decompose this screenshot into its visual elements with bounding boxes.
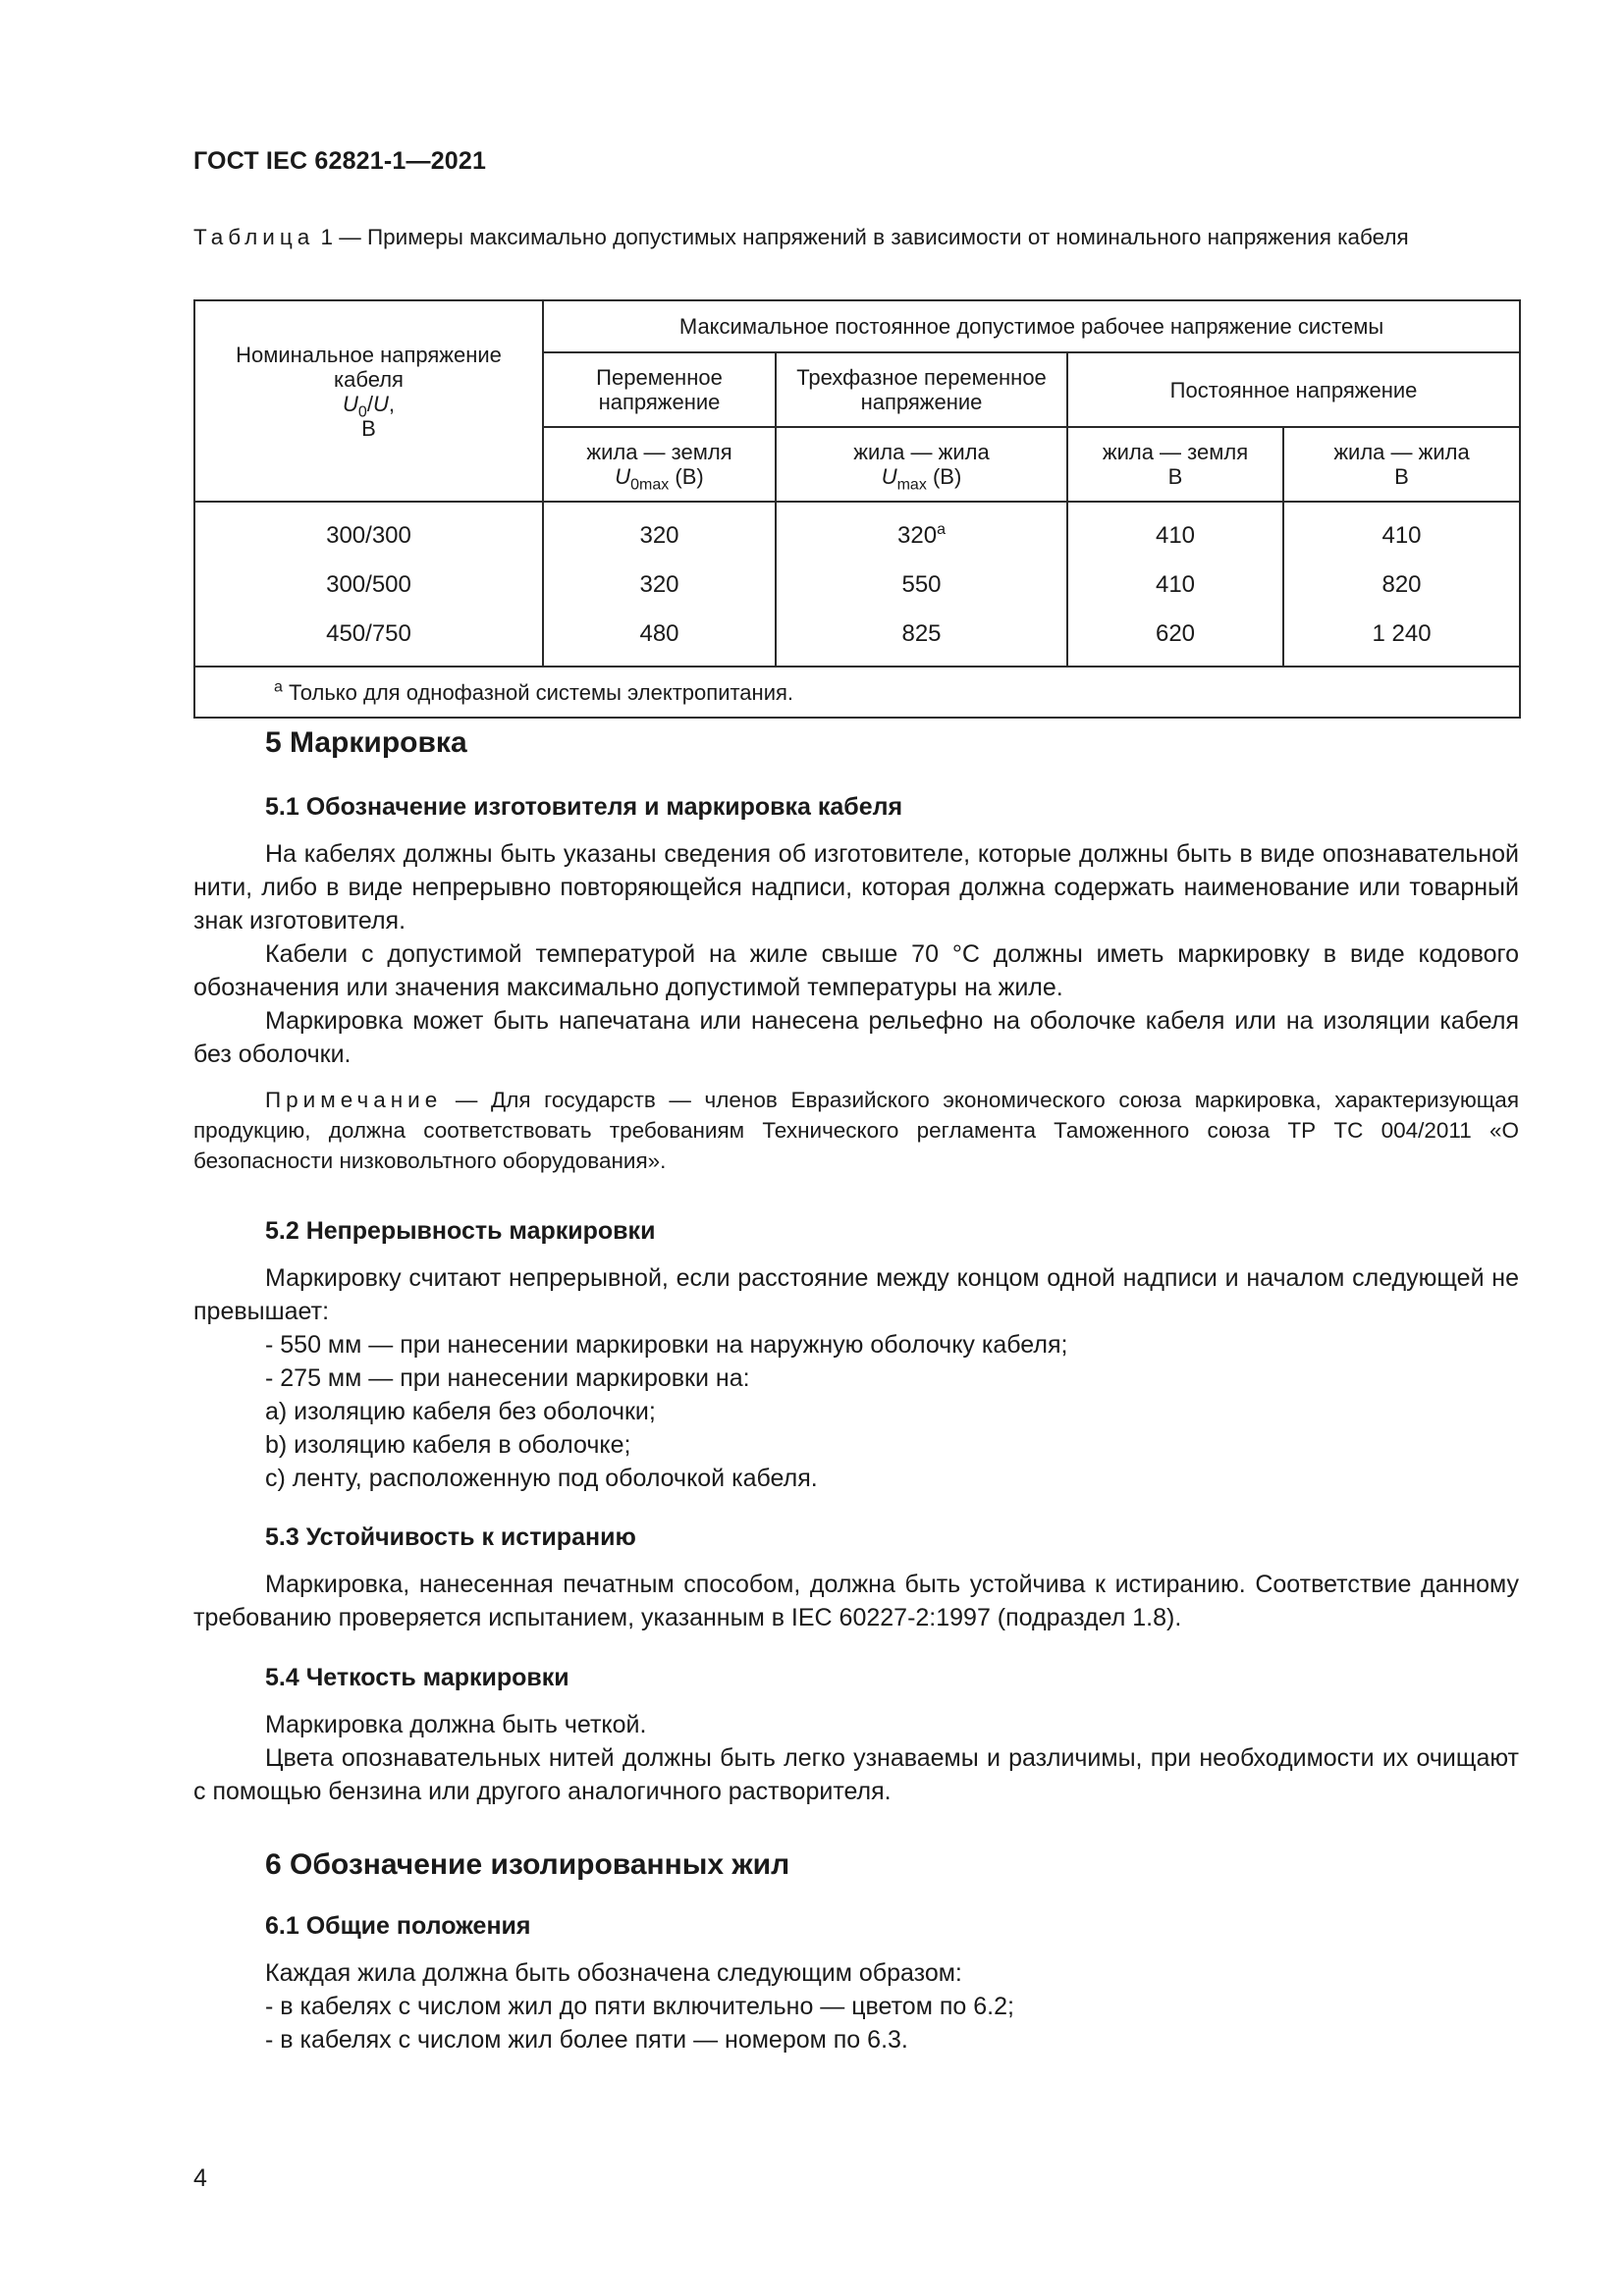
section-6-title: 6 Обозначение изолированных жил [265, 1848, 790, 1881]
col-header-dc: Постоянное напряжение [1067, 352, 1520, 427]
subsection-5-3-title: 5.3 Устойчивость к истиранию [265, 1523, 636, 1551]
cell-dc-core: 820 [1283, 560, 1520, 609]
table-row [194, 560, 1520, 609]
row-header-unit: В [361, 416, 376, 441]
subheader-three-phase: жила — жила $U_{max}$ (В) [776, 427, 1067, 502]
cell-dc-core: 1 240 [1283, 609, 1520, 667]
note: Примечание — Для государств — членов Евразийского экономического союза маркировка, характеризующая продукцию, должна соответствовать требованиям Технического регламента Таможенного союза ТР ТС 004/2011 «О безопасности низковольтного оборудования». [193, 1088, 1519, 1173]
table-footnote: $^a$ Только для однофазной системы электропитания. [194, 667, 1520, 718]
cell-three-phase: 825 [776, 609, 1067, 667]
row-header-line2: кабеля [334, 367, 404, 392]
row-header-line1: Номинальное напряжение [236, 343, 502, 367]
cell-ac: 320 [543, 502, 776, 560]
list-item: - 550 мм — при нанесении маркировки на наружную оболочку кабеля; [265, 1331, 1068, 1359]
subheader-dc-core: жила — жила В [1283, 427, 1520, 502]
list-item: - в кабелях с числом жил до пяти включительно — цветом по 6.2; [265, 1993, 1014, 2020]
list-item: - в кабелях с числом жил более пяти — номером по 6.3. [265, 2026, 908, 2054]
subsection-5-1-text: На кабелях должны быть указаны сведения об изготовителе, которые должны быть в виде опознавательной нити, либо в виде непрерывно повторяющейся надписи, которая должна содержать наименование или товарный знак изготовителя. Кабели с допустимой температурой на жиле свыше 70 °С должны иметь маркировку в виде кодового обозначения или значения максимально допустимой температуры на жиле. Маркировка может быть напечатана или нанесена рельефно на оболочке кабеля или на изоляции кабеля без оболочки. [193, 840, 1519, 1068]
list-item: b) изоляцию кабеля в оболочке; [265, 1431, 631, 1459]
list-item: a) изоляцию кабеля без оболочки; [265, 1398, 656, 1425]
subsection-5-4-title: 5.4 Четкость маркировки [265, 1664, 569, 1691]
cell-three-phase: 320$^a$ [776, 502, 1067, 560]
section-5-title: 5 Маркировка [265, 726, 467, 759]
group-header: Максимальное постоянное допустимое рабочее напряжение системы [543, 300, 1520, 352]
list-item: c) ленту, расположенную под оболочкой кабеля. [265, 1465, 818, 1492]
row-header-cell [194, 300, 543, 502]
subsection-6-1-title: 6.1 Общие положения [265, 1912, 531, 1940]
cell-dc-earth: 620 [1067, 609, 1283, 667]
table-caption [193, 222, 1519, 252]
table-caption-text: 1 — Примеры максимально допустимых напряжений в зависимости от номинального напряжения кабеля [314, 225, 1409, 249]
cell-nominal: 300/300 [194, 502, 543, 560]
col-header-ac: Переменное напряжение [543, 352, 776, 427]
cell-ac: 480 [543, 609, 776, 667]
cell-nominal: 450/750 [194, 609, 543, 667]
cell-dc-earth: 410 [1067, 560, 1283, 609]
cell-ac: 320 [543, 560, 776, 609]
cell-nominal: 300/500 [194, 560, 543, 609]
table-row [194, 609, 1520, 667]
cell-dc-earth: 410 [1067, 502, 1283, 560]
page-number: 4 [193, 2164, 207, 2192]
subsection-5-2-text: Маркировку считают непрерывной, если расстояние между концом одной надписи и началом следующей не превышает: [193, 1264, 1519, 1325]
table-row [194, 502, 1520, 560]
col-header-three-phase: Трехфазное переменное напряжение [776, 352, 1067, 427]
subheader-dc-earth: жила — земля В [1067, 427, 1283, 502]
subsection-5-1-title: 5.1 Обозначение изготовителя и маркировка кабеля [265, 793, 903, 821]
subheader-ac: жила — земля $U_{0max}$ (В) [543, 427, 776, 502]
subsection-5-3-text: Маркировка, нанесенная печатным способом, должна быть устойчива к истиранию. Соответствие данному требованию проверяется испытанием, указанным в IEC 60227-2:1997 (подраздел 1.8). [193, 1571, 1519, 1631]
subsection-5-4-text: Маркировка должна быть четкой. Цвета опознавательных нитей должны быть легко узнаваемы и различимы, при необходимости их очищают с помощью бензина или другого аналогичного растворителя. [193, 1711, 1519, 1805]
row-header-symbol: $U_0/U$, [343, 392, 395, 421]
cell-dc-core: 410 [1283, 502, 1520, 560]
voltage-table [193, 299, 1521, 719]
list-item: - 275 мм — при нанесении маркировки на: [265, 1364, 750, 1392]
subsection-6-1-text: Каждая жила должна быть обозначена следующим образом: [265, 1959, 962, 1987]
cell-three-phase: 550 [776, 560, 1067, 609]
subsection-5-2-title: 5.2 Непрерывность маркировки [265, 1217, 656, 1245]
table-caption-word: Таблица [193, 225, 315, 249]
document-code: ГОСТ IEC 62821-1—2021 [193, 147, 487, 175]
